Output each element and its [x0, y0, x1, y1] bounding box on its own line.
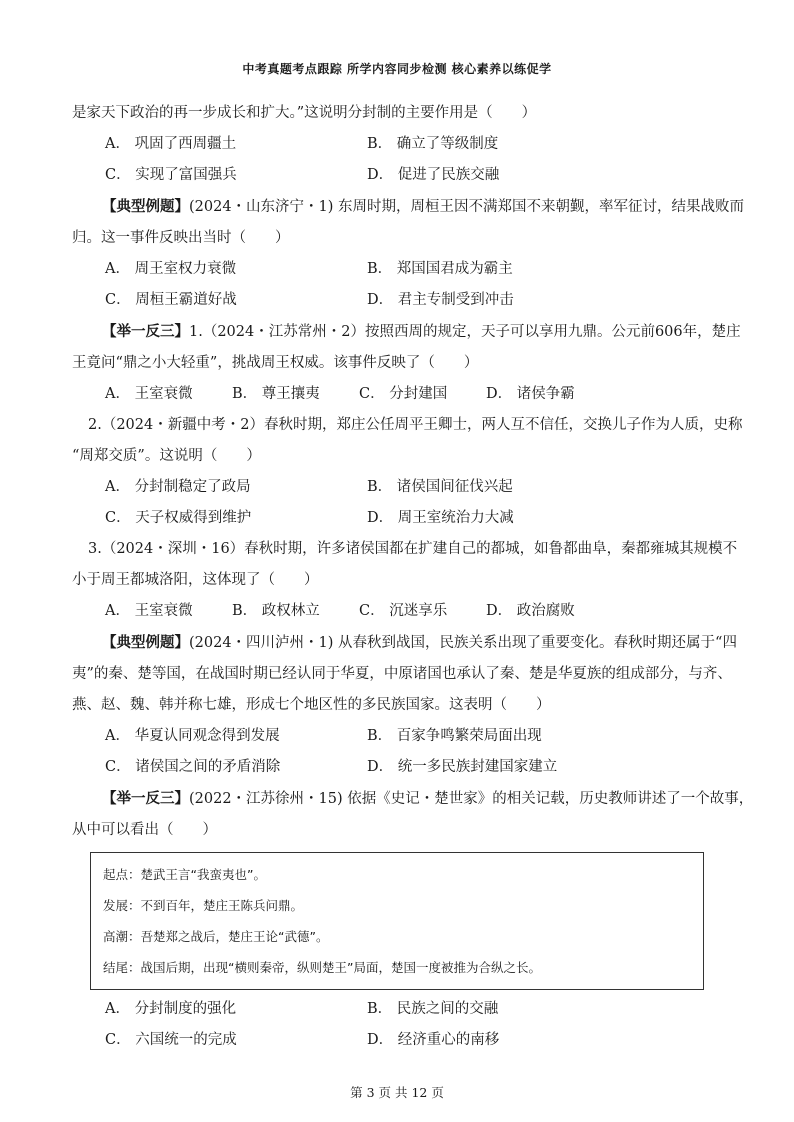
- option-a: A． 巩固了西周疆土: [105, 136, 237, 152]
- options-row: [72, 472, 724, 503]
- options-row: [72, 160, 724, 191]
- question-stem: [72, 627, 737, 659]
- option-a: A． 分封制度的强化: [105, 1001, 237, 1017]
- options-row: [72, 1025, 724, 1056]
- stem-continuation: 从中可以看出（ ）: [72, 822, 217, 838]
- stem-text: (2024・山东济宁・1) 东周时期，周桓王因不满郑国不来朝觐，率军征讨，结果战败而: [189, 199, 745, 215]
- stem-continuation: 王竟问“鼎之小大轻重”，挑战周王权威。该事件反映了（ ）: [72, 355, 479, 371]
- page-content: [72, 98, 754, 1056]
- option-c: C． 六国统一的完成: [105, 1032, 237, 1048]
- options-row: [72, 596, 724, 627]
- option-d: D． 周王室统治力大减: [367, 510, 514, 526]
- story-line: 结尾：战国后期，出现“横则秦帝，纵则楚王”局面，楚国一度被推为合纵之长。: [103, 960, 541, 975]
- stem-continuation: 小于周王都城洛阳，这体现了（ ）: [72, 572, 319, 588]
- option-b: B． 尊王攘夷: [232, 386, 320, 402]
- option-b: B． 政权林立: [232, 603, 320, 619]
- section-tag: 【典型例题】: [102, 198, 189, 215]
- option-d: D． 君主专制受到冲击: [367, 292, 514, 308]
- section-tag: 【典型例题】: [102, 634, 189, 651]
- stem-continuation: “周郑交质”。这说明（ ）: [72, 448, 261, 464]
- question-stem: [72, 783, 754, 815]
- options-row: [72, 994, 724, 1025]
- options-row: [72, 379, 724, 410]
- question-stem: 是家天下政治的再一步成长和扩大。”这说明分封制的主要作用是（ ）: [72, 105, 537, 121]
- stem-continuation: 夷”的秦、楚等国，在战国时期已经认同于华夏，中原诸国也承认了秦、楚是华夏族的组成部分，与齐、: [72, 666, 732, 682]
- question-stem: [72, 191, 745, 223]
- options-row: [72, 285, 724, 316]
- option-b: B． 确立了等级制度: [367, 136, 499, 152]
- option-b: B． 百家争鸣繁荣局面出现: [367, 728, 542, 744]
- option-b: B． 郑国国君成为霸主: [367, 261, 513, 277]
- story-line: 高潮：吾楚郑之战后，楚庄王论“武德”。: [103, 929, 329, 944]
- options-row: [72, 129, 724, 160]
- question-stem: 2.（2024・新疆中考・2）春秋时期，郑庄公任周平王卿士，两人互不信任，交换儿子作为人质，史称: [88, 417, 743, 433]
- stem-text: (2024・四川泸州・1) 从春秋到战国，民族关系出现了重要变化。春秋时期还属于“四: [189, 635, 737, 651]
- options-row: [72, 254, 724, 285]
- option-a: A． 华夏认同观念得到发展: [105, 728, 280, 744]
- option-b: B． 民族之间的交融: [367, 1001, 499, 1017]
- option-d: D． 政治腐败: [486, 603, 575, 619]
- stem-continuation: 归。这一事件反映出当时（ ）: [72, 230, 290, 246]
- section-tag: 【举一反三】: [102, 323, 189, 340]
- section-tag: 【举一反三】: [102, 790, 189, 807]
- question-stem: 3.（2024・深圳・16）春秋时期，许多诸侯国都在扩建自己的都城，如鲁都曲阜，秦都雍城其规模不: [88, 541, 738, 557]
- stem-continuation: 燕、赵、魏、韩并称七雄，形成七个地区性的多民族国家。这表明（ ）: [72, 697, 551, 713]
- option-c: C． 实现了富国强兵: [105, 167, 237, 183]
- story-box: [90, 852, 704, 990]
- story-line: 起点：楚武王言“我蛮夷也”。: [103, 867, 266, 882]
- question-stem: [72, 316, 741, 348]
- option-d: D． 诸侯争霸: [486, 386, 575, 402]
- stem-text: (2022・江苏徐州・15) 依据《史记・楚世家》的相关记载，历史教师讲述了一个故事，: [189, 791, 754, 807]
- option-c: C． 周桓王霸道好战: [105, 292, 237, 308]
- page-footer: 第 3 页 共 12 页: [350, 1085, 444, 1100]
- option-c: C． 天子权威得到维护: [105, 510, 252, 526]
- option-d: D． 促进了民族交融: [367, 167, 500, 183]
- option-c: C． 分封建国: [359, 386, 448, 402]
- option-a: A． 王室衰微: [105, 603, 193, 619]
- options-row: [72, 503, 724, 534]
- option-a: A． 王室衰微: [105, 386, 193, 402]
- option-d: D． 统一多民族封建国家建立: [367, 759, 558, 775]
- story-line: 发展：不到百年，楚庄王陈兵问鼎。: [103, 898, 304, 913]
- option-a: A． 周王室权力衰微: [105, 261, 237, 277]
- options-row: [72, 752, 724, 783]
- option-b: B． 诸侯国间征伐兴起: [367, 479, 513, 495]
- option-a: A． 分封制稳定了政局: [105, 479, 251, 495]
- option-d: D． 经济重心的南移: [367, 1032, 500, 1048]
- page-header: 中考真题考点跟踪 所学内容同步检测 核心素养以练促学: [242, 62, 552, 76]
- options-row: [72, 721, 724, 752]
- stem-text: 1.（2024・江苏常州・2）按照西周的规定，天子可以享用九鼎。公元前606年，楚庄: [189, 324, 741, 340]
- option-c: C． 诸侯国之间的矛盾消除: [105, 759, 281, 775]
- option-c: C． 沉迷享乐: [359, 603, 448, 619]
